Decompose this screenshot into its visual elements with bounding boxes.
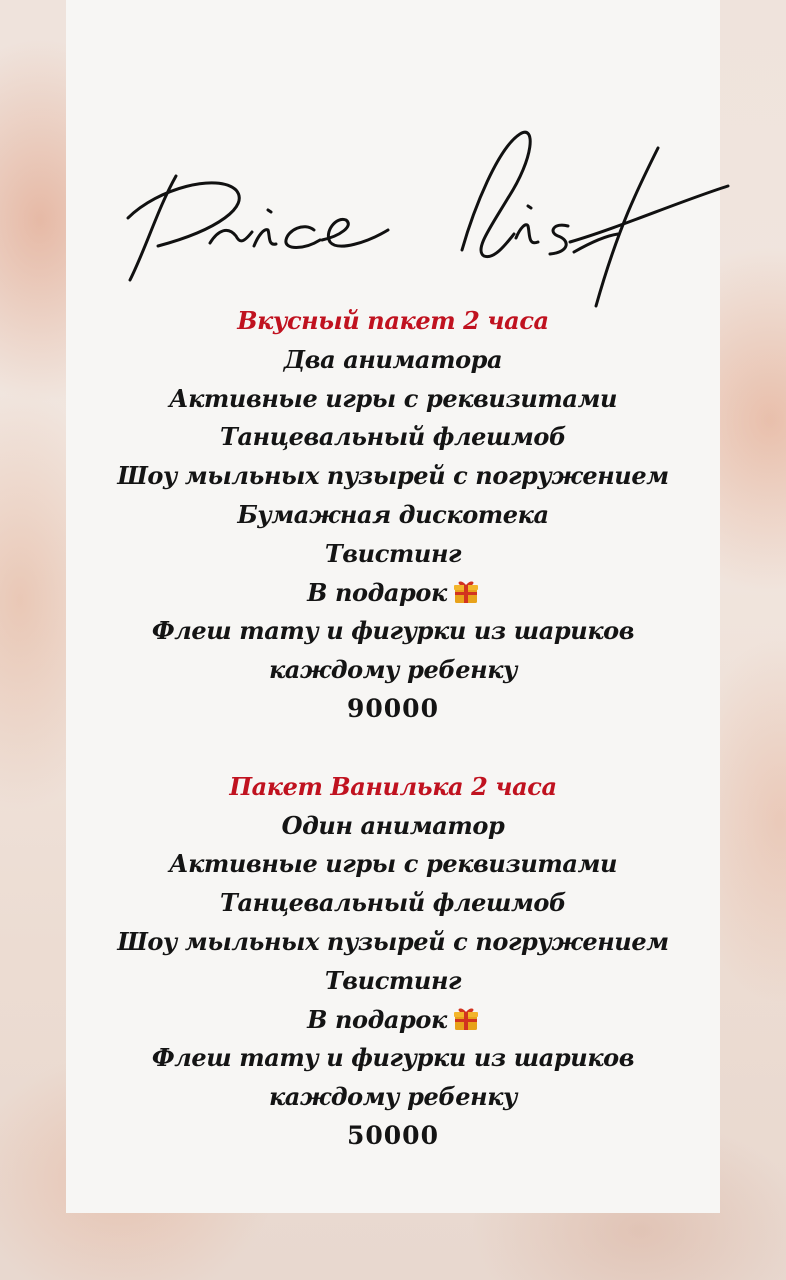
package-item: Бумажная дискотека: [237, 499, 549, 529]
gift-icon: [453, 1006, 479, 1032]
package-item: Два аниматора: [283, 344, 503, 374]
package-heading: Пакет Ванилька 2 часа: [229, 771, 557, 801]
package-price: 50000: [347, 1120, 439, 1150]
package-item: Активные игры с реквизитами: [168, 383, 618, 413]
package-spacer: [66, 729, 720, 768]
package-item: Твистинг: [324, 538, 462, 568]
package-item: Танцевальный флешмоб: [220, 422, 566, 452]
package-item: Шоу мыльных пузырей с погружением: [117, 461, 669, 491]
package-heading: Вкусный пакет 2 часа: [237, 306, 549, 335]
gift-label: В подарок: [307, 1004, 447, 1034]
price-list-title: [118, 118, 738, 318]
package-item: Активные игры с реквизитами: [168, 849, 618, 879]
gift-row: [66, 1001, 720, 1040]
package-item: Шоу мыльных пузырей с погружением: [117, 926, 669, 956]
package-item: Танцевальный флешмоб: [220, 888, 566, 918]
gift-row: [66, 574, 720, 613]
gift-icon: [453, 579, 479, 605]
title-script-artwork: [118, 118, 738, 318]
gift-line: каждому ребенку: [268, 655, 518, 685]
gift-line: Флеш тату и фигурки из шариков: [151, 1043, 635, 1073]
gift-line: Флеш тату и фигурки из шариков: [151, 616, 635, 646]
package-price: 90000: [347, 693, 439, 723]
package-1: [66, 302, 720, 729]
gift-label: В подарок: [307, 577, 447, 607]
gift-line: каждому ребенку: [268, 1082, 518, 1112]
package-item: Твистинг: [324, 965, 462, 995]
package-2: [66, 768, 720, 1156]
package-item: Один аниматор: [281, 810, 505, 840]
menu: [66, 302, 720, 1156]
